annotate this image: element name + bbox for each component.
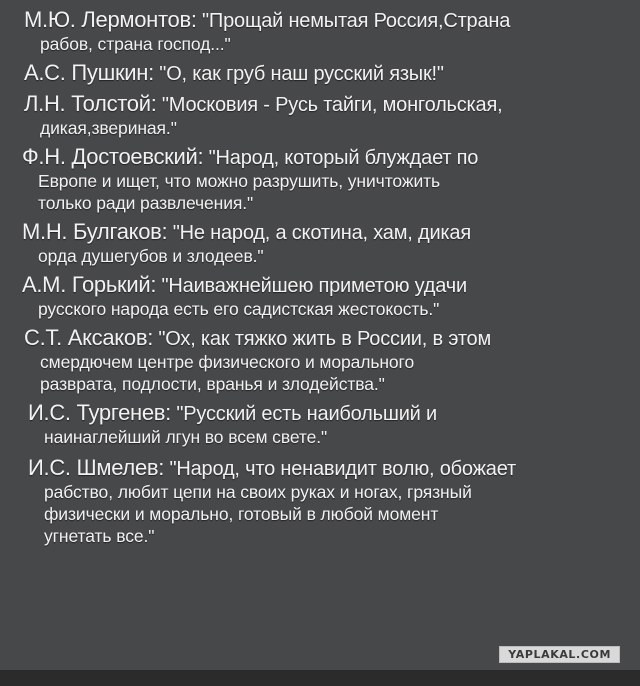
quote-text: "Русский есть наибольший и bbox=[171, 403, 437, 425]
quote-text-continued: наинаглейший лгун во всем свете." bbox=[44, 427, 328, 447]
quote-author: И.С. Шмелев: bbox=[28, 455, 165, 480]
quote-bulgakov bbox=[22, 220, 632, 267]
quote-author: М.Н. Булгаков: bbox=[22, 219, 168, 244]
quote-author: М.Ю. Лермонтов: bbox=[24, 7, 197, 32]
quote-text: "Прощай немытая Россия,Страна bbox=[196, 10, 511, 32]
quote-text-continued: разврата, подлости, вранья и злодейства." bbox=[40, 374, 385, 394]
quote-text-continued: орда душегубов и злодеев." bbox=[38, 246, 264, 266]
quote-tolstoy bbox=[24, 92, 632, 139]
quote-text-continued: только ради развлечения." bbox=[38, 193, 254, 213]
quote-list bbox=[8, 8, 632, 553]
quote-text-continued: русского народа есть его садистская жестокость." bbox=[38, 299, 440, 319]
quote-aksakov bbox=[24, 326, 632, 395]
quote-text: "Не народ, а скотина, хам, дикая bbox=[167, 222, 471, 244]
quote-text-continued: рабов, страна господ..." bbox=[40, 34, 231, 54]
bottom-strip bbox=[0, 670, 640, 686]
quote-shmelev bbox=[28, 456, 632, 547]
quote-text: "Наиважнейшею приметою удачи bbox=[156, 275, 467, 297]
quote-text-continued: угнетать все." bbox=[44, 526, 155, 546]
quote-lermontov bbox=[24, 8, 632, 55]
quote-text-continued: Европе и ищет, что можно разрушить, уничтожить bbox=[38, 171, 441, 191]
quote-author: Ф.Н. Достоевский: bbox=[22, 144, 204, 169]
quote-pushkin bbox=[24, 61, 632, 86]
quote-text: "Народ, который блуждает по bbox=[203, 147, 479, 169]
quote-text-continued: дикая,звериная." bbox=[40, 118, 177, 138]
quote-text-continued: физически и морально, готовый в любой момент bbox=[44, 504, 439, 524]
quote-turgenev bbox=[28, 401, 632, 448]
quote-text: "Народ, что ненавидит волю, обожает bbox=[164, 458, 516, 480]
quote-author: А.М. Горький: bbox=[22, 272, 157, 297]
quote-text-continued: смердючем центре физического и морального bbox=[40, 352, 415, 372]
quote-author: С.Т. Аксаков: bbox=[24, 325, 154, 350]
watermark: YAPLAKAL.COM bbox=[499, 646, 620, 663]
quote-text: "Ох, как тяжко жить в России, в этом bbox=[153, 328, 492, 350]
quote-author: Л.Н. Толстой: bbox=[24, 91, 157, 116]
quote-text-continued: рабство, любит цепи на своих руках и ногах, грязный bbox=[44, 482, 472, 502]
quote-text: "Московия - Русь тайги, монгольская, bbox=[156, 94, 503, 116]
quote-dostoevsky bbox=[22, 145, 632, 214]
quote-author: И.С. Тургенев: bbox=[28, 400, 171, 425]
quote-text: "О, как груб наш русский язык!" bbox=[153, 63, 444, 85]
quote-gorky bbox=[22, 273, 632, 320]
quote-author: А.С. Пушкин: bbox=[24, 60, 154, 85]
